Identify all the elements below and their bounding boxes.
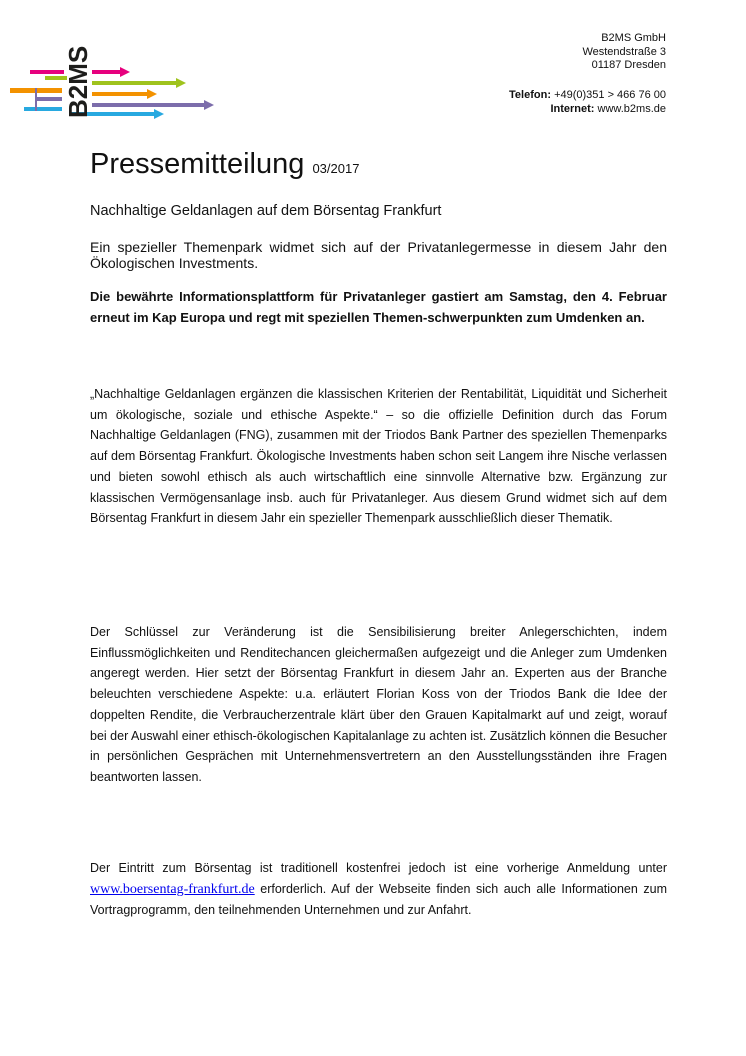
bold-lead-paragraph: Die bewährte Informationsplattform für Privatanleger gastiert am Samstag, den 4. Februar erneut im Kap Europa und regt mit speziellen Themen-schwerpunkten zum Umdenken an. [90,289,667,325]
company-address [582,32,666,73]
paragraph3-text-before: Der Eintritt zum Börsentag ist traditionell kostenfrei jedoch ist eine vorherige Anmeldung unter [90,861,667,875]
logo-wordmark: B2MS [63,45,93,118]
company-street: Westendstraße 3 [582,45,666,58]
b2ms-logo [10,42,220,122]
phone-line [509,89,666,103]
contact-info [509,89,666,116]
web-line [509,103,666,117]
page-title [90,146,359,187]
body-paragraph-2: Der Schlüssel zur Veränderung ist die Sensibilisierung breiter Anlegerschichten, indem Einflussmöglichkeiten und Renditechancen gleichermaßen aufgezeigt und die Anleger zum Umdenken angeregt werden. Hier setzt der Börsentag Frankfurt in diesem Jahr an. Experten aus der Branche beleuchten verschiedene Aspekte: u.a. erläutert Florian Koss von der Triodos Bank die Idee der doppelten Rendite, die Verbraucherzentrale klärt über den Grauen Kapitalmarkt auf und zeigt, worauf bei der Auswahl einer ethisch-ökologischen Kapitalanlage zu achten ist. Zusätzlich können die Besucher in persönlichen Gesprächen mit Unternehmensvertretern an den Ausstellungsständen ihre Fragen beantworten lassen. [90,625,667,784]
logo-bars [10,70,67,111]
paragraph3-text-after: erforderlich. Auf der Webseite finden sich auch alle Informationen zum Vortragprogramm, den teilnehmenden Unternehmen und zur Anfahrt. [90,881,667,918]
release-number: 03/2017 [312,161,360,176]
company-city: 01187 Dresden [591,59,666,71]
phone-label: Telefon: [509,89,551,101]
phone-number: +49(0)351 > 466 76 00 [554,89,666,101]
web-label: Internet: [550,102,595,115]
subtitle: Nachhaltige Geldanlagen auf dem Börsentag Frankfurt [90,203,442,219]
body-paragraph-1: „Nachhaltige Geldanlagen ergänzen die klassischen Kriterien der Rentabilität, Liquidität und Sicherheit um ökologische, soziale und ethische Aspekte.“ – so die offizielle Definition durch das Forum Nachhaltige Geldanlagen (FNG), zusammen mit der Triodos Bank Partner des speziellen Themenparks auf dem Börsentag Frankfurt. Ökologische Investments haben schon seit Langem ihre Nische verlassen und bieten sowohl ethisch als auch wirtschaftlich eine sinnvolle Alternative bzw. Ergänzung zur klassischen Vermögensanlage insb. auch für Privatanleger. Aus diesem Grund widmet sich auf dem Börsentag Frankfurt in diesem Jahr ein spezieller Themenpark ausschließlich dieser Thematik. [90,387,667,526]
boersentag-link[interactable]: www.boersentag-frankfurt.de [90,881,255,897]
web-address: www.b2ms.de [597,102,666,115]
body-paragraph-3 [90,858,667,921]
title-text: Pressemitteilung [90,148,305,180]
company-name: B2MS GmbH [601,32,666,44]
lead-paragraph: Ein spezieller Themenpark widmet sich auf der Privatanlegermesse in diesem Jahr den Ökologischen Investments. [90,239,667,271]
